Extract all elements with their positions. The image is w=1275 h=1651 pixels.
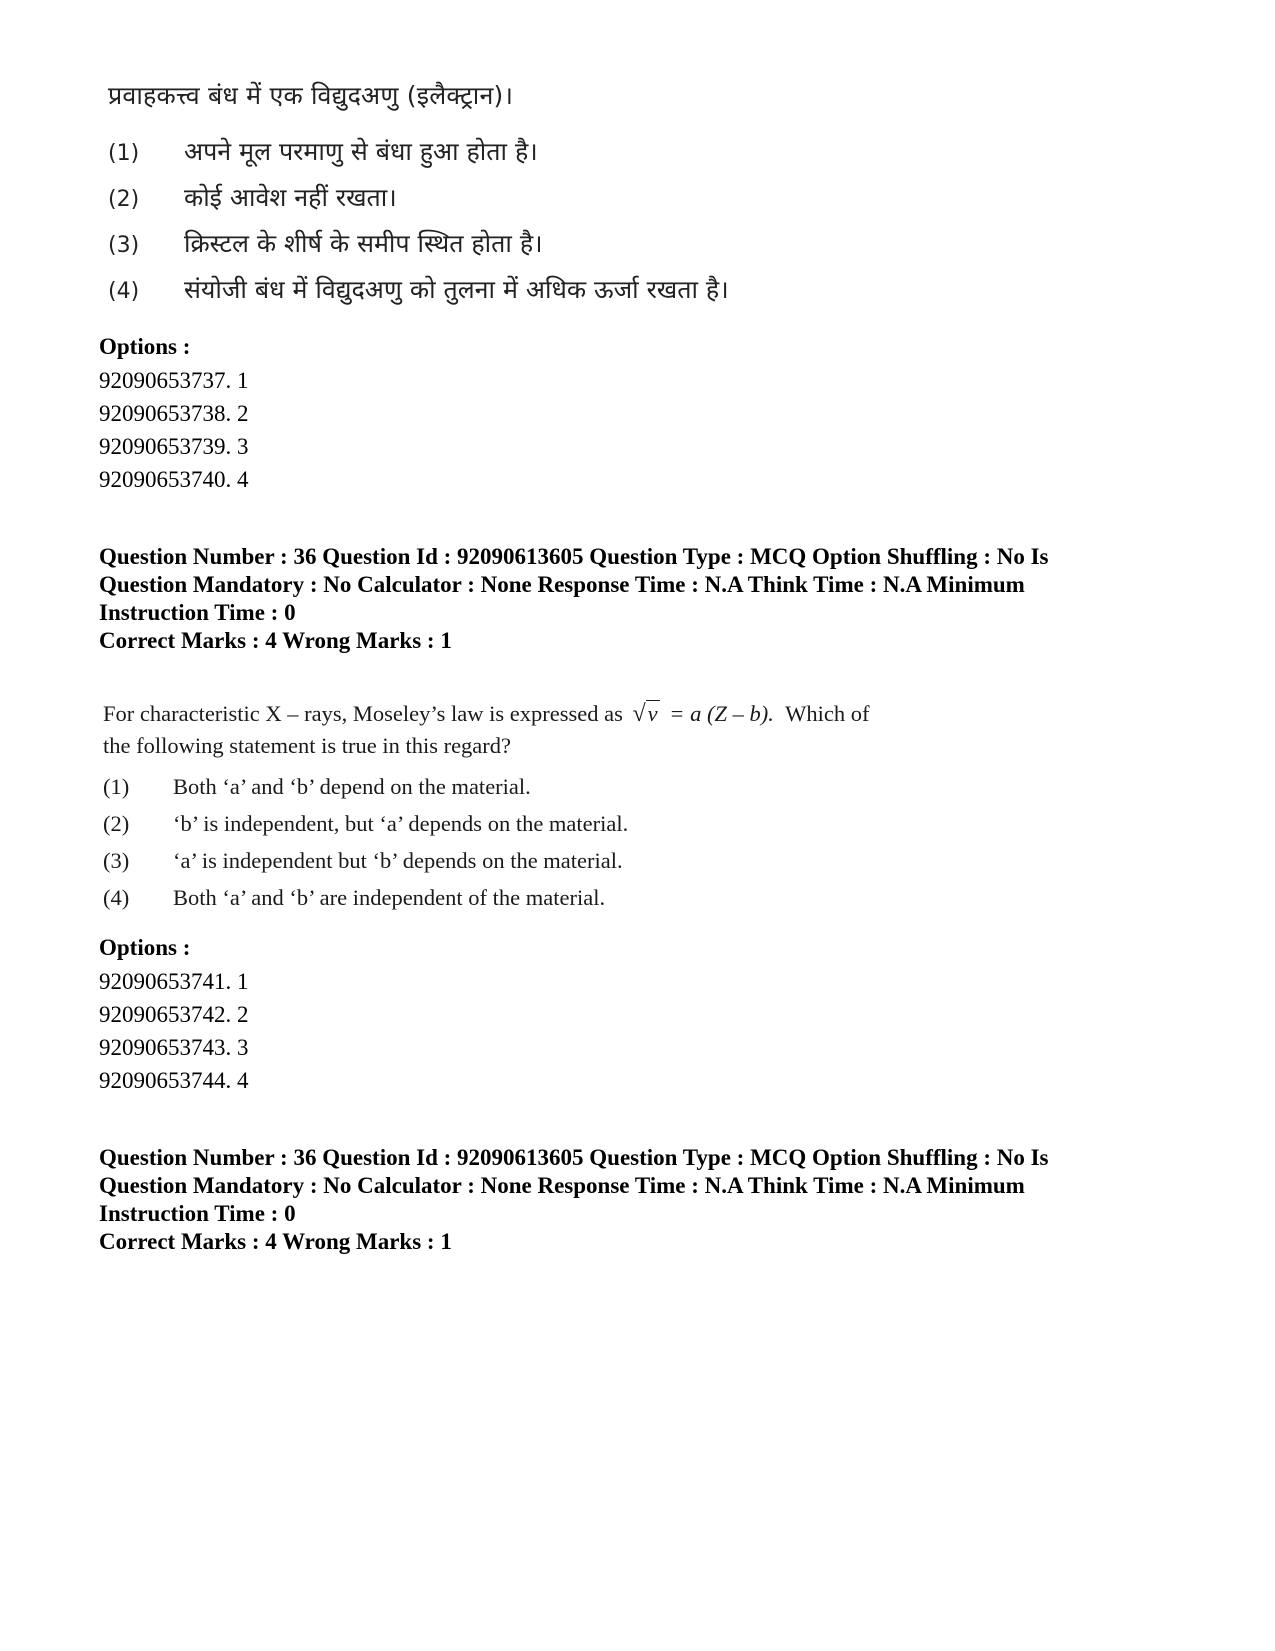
hindi-choice-number: (1): [108, 141, 140, 166]
english-question-stem: [103, 698, 1063, 761]
hindi-choice-text: क्रिस्टल के शीर्ष के समीप स्थित होता है।: [184, 229, 543, 258]
sqrt-variable: v: [647, 701, 658, 726]
question-meta-line: Question Mandatory : No Calculator : None Response Time : N.A Think Time : N.A Minimum: [99, 1173, 1025, 1198]
equation-rest: = a (Z – b).: [669, 701, 774, 726]
english-choice-4: [103, 885, 605, 911]
english-choice-number: (3): [103, 848, 130, 873]
hindi-choice-number: (3): [108, 233, 140, 258]
english-choice-number: (4): [103, 885, 130, 910]
english-choice-number: (2): [103, 811, 130, 836]
option-line: 92090653737. 1: [99, 368, 249, 393]
question-meta-line: Question Number : 36 Question Id : 92090613605 Question Type : MCQ Option Shuffling : No Is: [99, 544, 1049, 569]
option-line: 92090653742. 2: [99, 1002, 249, 1027]
english-choice-text: Both ‘a’ and ‘b’ depend on the material.: [173, 774, 531, 799]
hindi-choice-text: कोई आवेश नहीं रखता।: [184, 183, 397, 212]
question-meta-line: Instruction Time : 0: [99, 1201, 296, 1226]
marks-line: Correct Marks : 4 Wrong Marks : 1: [99, 628, 452, 653]
hindi-choice-number: (2): [108, 187, 140, 212]
hindi-choice-text: अपने मूल परमाणु से बंधा हुआ होता है।: [184, 137, 538, 166]
english-choice-text: ‘b’ is independent, but ‘a’ depends on the material.: [173, 811, 629, 836]
hindi-choice-2: [108, 180, 397, 214]
option-line: 92090653744. 4: [99, 1068, 249, 1093]
question-meta-line: Instruction Time : 0: [99, 600, 296, 625]
hindi-choice-1: [108, 134, 538, 168]
hindi-question-stem: प्रवाहकत्त्व बंध में एक विद्युदअणु (इलैक्ट्रान)।: [108, 81, 514, 110]
english-choice-2: [103, 811, 628, 837]
question-meta: [99, 1144, 1179, 1228]
marks-line: Correct Marks : 4 Wrong Marks : 1: [99, 1229, 452, 1254]
question-meta: [99, 543, 1179, 627]
option-line: 92090653740. 4: [99, 467, 249, 492]
hindi-choice-number: (4): [108, 279, 140, 304]
option-line: 92090653743. 3: [99, 1035, 249, 1060]
options-label: Options :: [99, 935, 191, 960]
question-meta-line: Question Number : 36 Question Id : 92090613605 Question Type : MCQ Option Shuffling : No Is: [99, 1145, 1049, 1170]
hindi-choice-text: संयोजी बंध में विद्युदअणु को तुलना में अधिक ऊर्जा रखता है।: [184, 275, 729, 304]
option-line: 92090653738. 2: [99, 401, 249, 426]
hindi-choice-4: [108, 272, 729, 306]
option-line: 92090653741. 1: [99, 969, 249, 994]
hindi-choice-3: [108, 226, 543, 260]
english-choice-number: (1): [103, 774, 130, 799]
question-meta-line: Question Mandatory : No Calculator : None Response Time : N.A Think Time : N.A Minimum: [99, 572, 1025, 597]
stem-text-line2: the following statement is true in this regard?: [103, 733, 512, 758]
sqrt-expression: [632, 698, 659, 730]
sqrt-symbol: √: [632, 701, 646, 727]
english-choice-1: [103, 774, 531, 800]
option-line: 92090653739. 3: [99, 434, 249, 459]
options-label: Options :: [99, 334, 191, 359]
stem-text: For characteristic X – rays, Moseley’s law is expressed as: [103, 701, 623, 726]
english-choice-3: [103, 848, 623, 874]
stem-text: Which of: [785, 701, 870, 726]
english-choice-text: Both ‘a’ and ‘b’ are independent of the material.: [173, 885, 606, 910]
english-choice-text: ‘a’ is independent but ‘b’ depends on the material.: [173, 848, 623, 873]
